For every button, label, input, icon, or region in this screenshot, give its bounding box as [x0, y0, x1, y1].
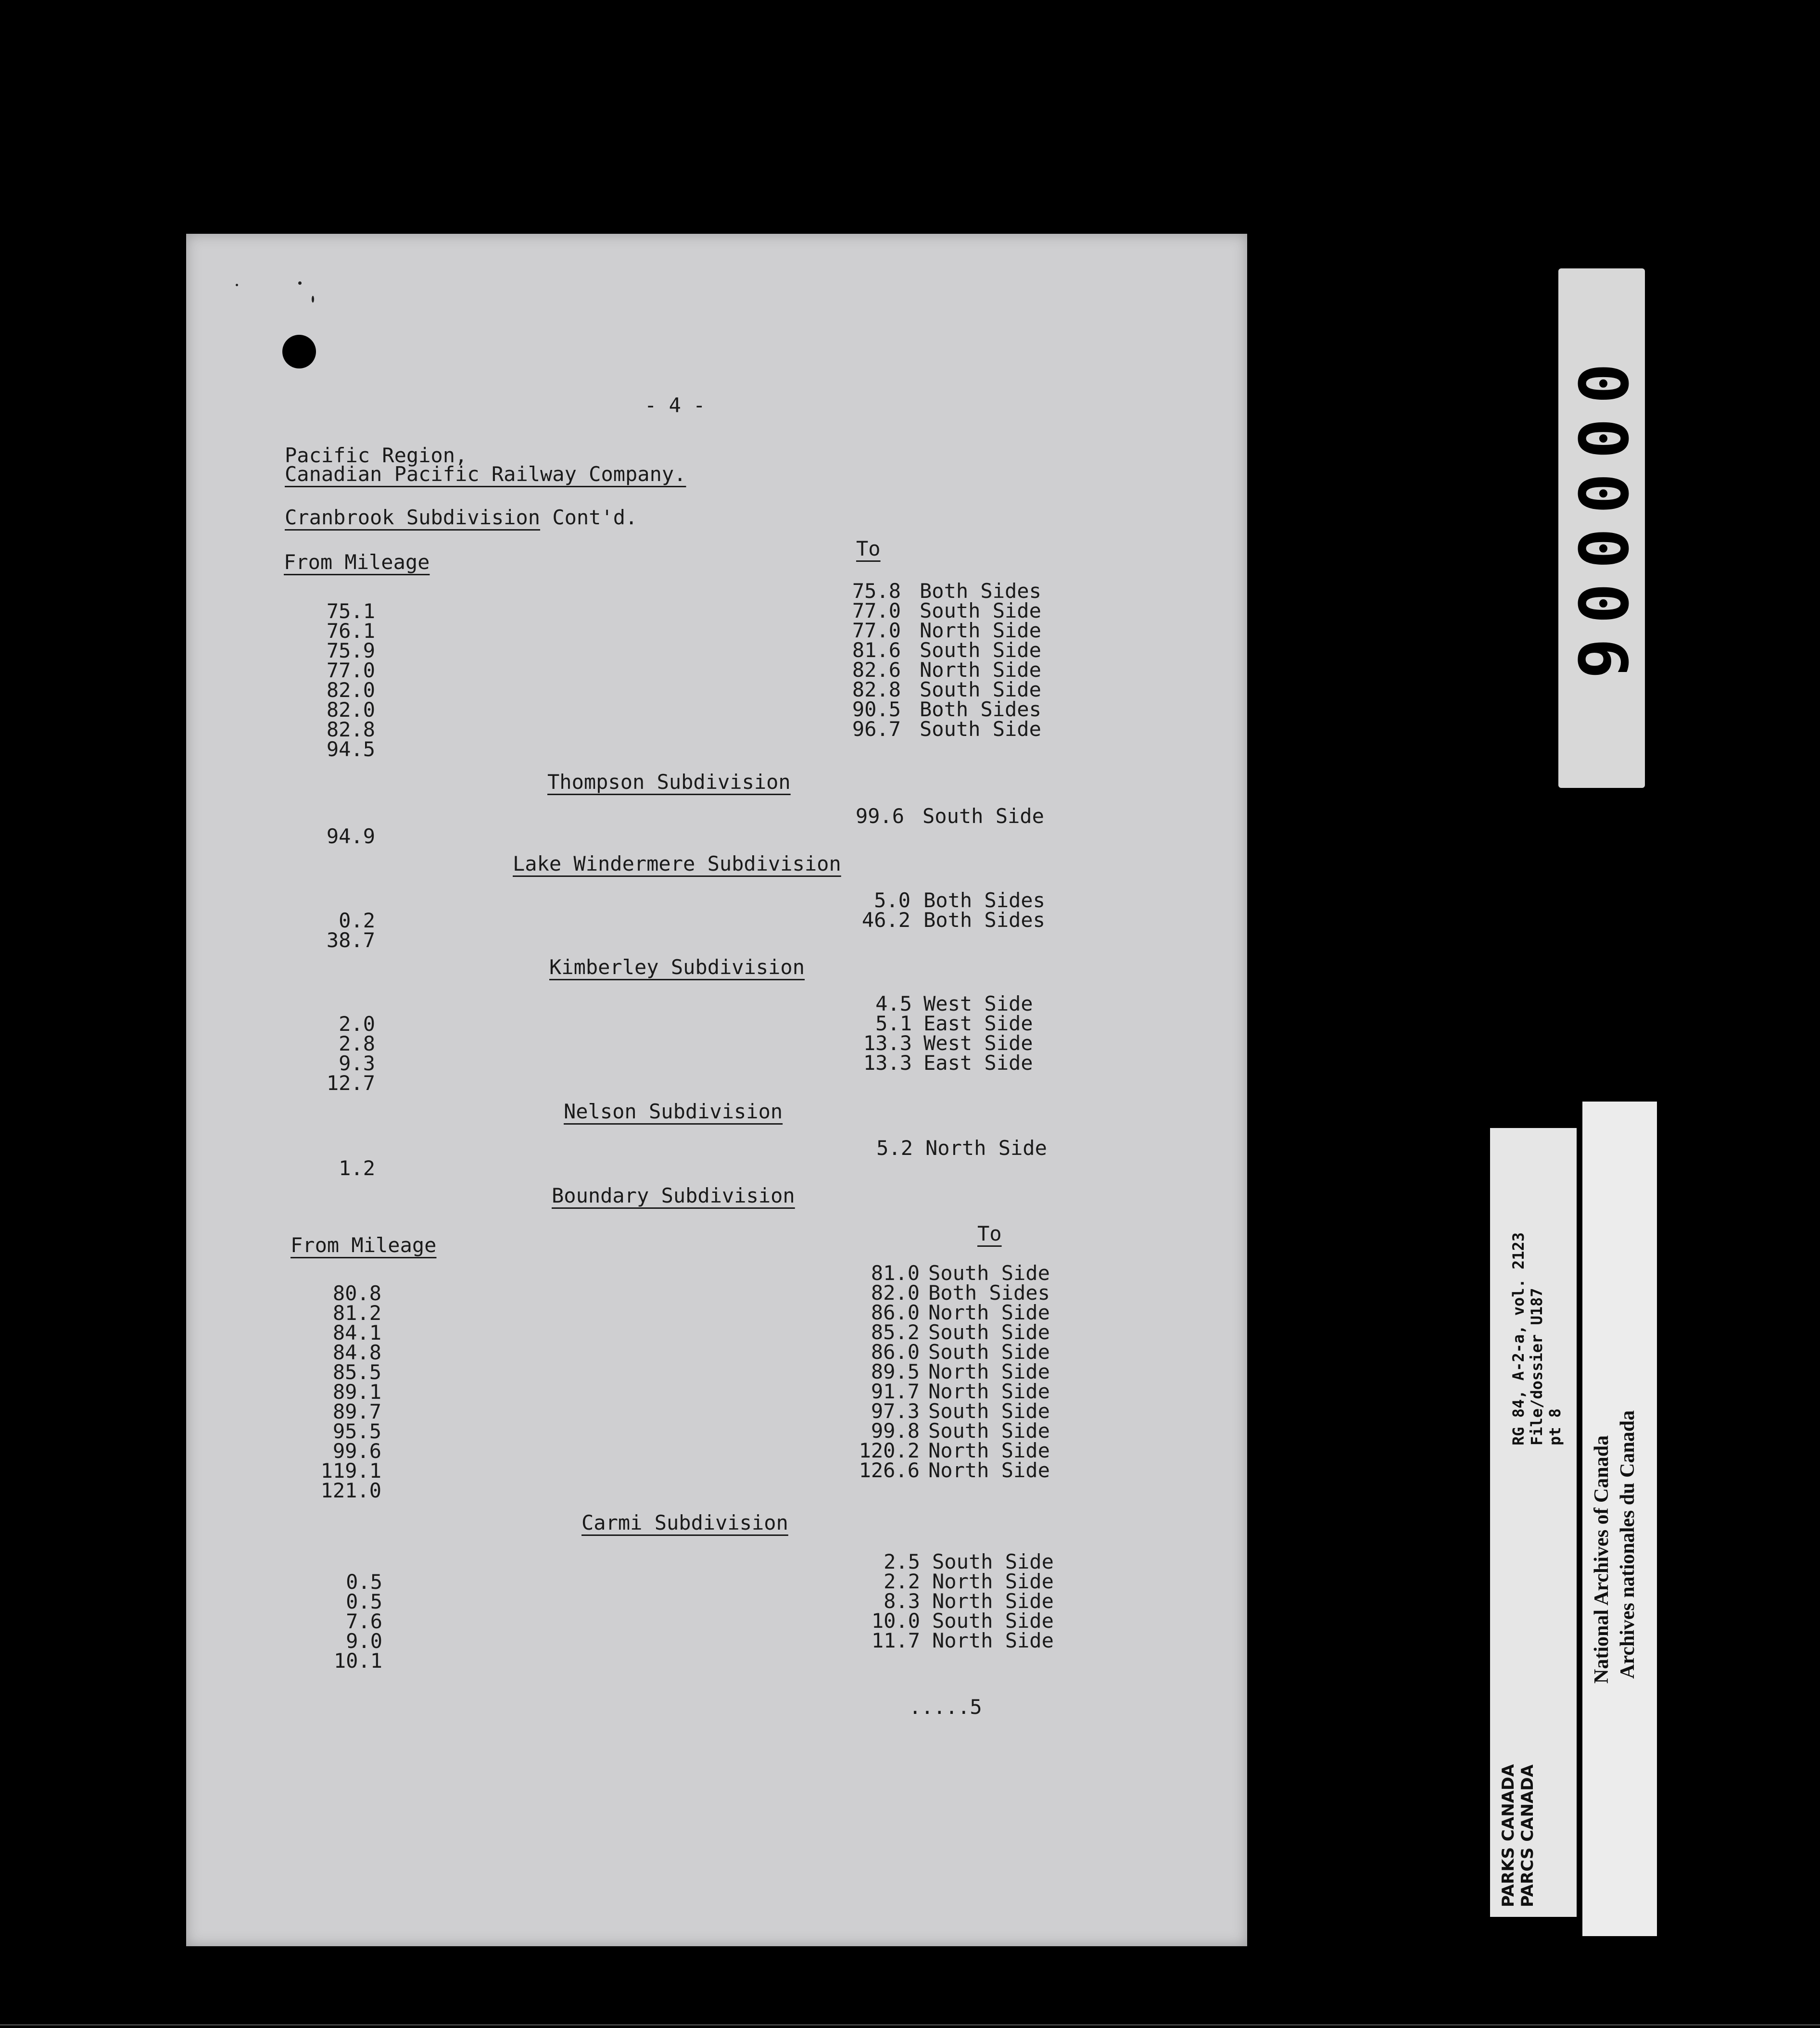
side-value: South Side	[932, 1550, 1054, 1573]
from-mileage-value: 10.1	[333, 1649, 382, 1673]
subdivision-heading-text: Nelson Subdivision	[564, 1100, 783, 1123]
to-mileage-value: 96.7	[852, 717, 901, 741]
to-mileage-value: 85.2	[871, 1320, 920, 1344]
from-mileage-header	[291, 1235, 436, 1255]
side-value: North Side	[928, 1439, 1050, 1462]
company-name: Canadian Pacific Railway Company.	[285, 462, 686, 486]
from-mileage-value: 2.8	[339, 1032, 375, 1055]
film-edge-line	[0, 2024, 1820, 2026]
side-value: North Side	[928, 1380, 1050, 1403]
to-mileage-value: 81.0	[871, 1261, 920, 1285]
side-value: South Side	[928, 1419, 1050, 1443]
agency-fr: PARCS CANADA	[1518, 1764, 1537, 1907]
from-mileage-value: 81.2	[332, 1301, 381, 1325]
side-value: North Side	[932, 1629, 1054, 1652]
subdivision-heading-text: Lake Windermere Subdivision	[513, 852, 841, 875]
from-mileage-value: 38.7	[326, 928, 375, 952]
side-value: West Side	[923, 992, 1033, 1015]
from-mileage-value: 85.5	[332, 1360, 381, 1384]
region-line: Pacific Region,	[285, 444, 468, 467]
frame-number: 000006	[1562, 363, 1641, 693]
side-value: South Side	[928, 1320, 1050, 1344]
subdivision-heading-text: Thompson Subdivision	[547, 770, 791, 794]
to-mileage-value: 90.5	[852, 697, 901, 721]
agency-en: PARKS CANADA	[1499, 1764, 1518, 1907]
from-mileage-value: 94.9	[326, 824, 375, 848]
subdivision-heading	[547, 772, 791, 792]
from-mileage-header-text: From Mileage	[291, 1233, 437, 1257]
from-mileage-value: 89.7	[332, 1400, 381, 1423]
side-value: South Side	[928, 1261, 1050, 1285]
to-mileage-value: 13.3	[863, 1031, 912, 1055]
from-mileage-value: 82.0	[326, 678, 375, 702]
subdivision-heading	[564, 1102, 783, 1122]
to-mileage-value: 75.8	[852, 579, 901, 603]
to-mileage-value: 5.0	[874, 888, 910, 912]
to-mileage-value: 82.6	[852, 658, 901, 682]
paper-speck	[236, 284, 238, 286]
to-mileage-value: 5.1	[875, 1012, 912, 1035]
from-mileage-value: 0.5	[346, 1570, 382, 1594]
from-mileage-value: 84.1	[332, 1321, 381, 1344]
to-mileage-value: 10.0	[871, 1609, 920, 1633]
from-mileage-value: 121.0	[320, 1479, 381, 1502]
archives-name-en: National Archives of Canada	[1591, 1435, 1613, 1684]
frame-number-stamp	[1558, 268, 1645, 788]
to-mileage-value: 126.6	[859, 1458, 920, 1482]
side-value: North Side	[920, 658, 1041, 682]
to-mileage-value: 5.2	[876, 1136, 913, 1160]
paper-speck	[298, 281, 302, 285]
archives-name-fr: Archives nationales du Canada	[1617, 1410, 1639, 1679]
from-mileage-header	[284, 552, 430, 572]
to-mileage-value: 86.0	[871, 1340, 920, 1364]
to-mileage-value: 86.0	[871, 1301, 920, 1324]
from-mileage-value: 1.2	[339, 1156, 375, 1180]
to-mileage-value: 97.3	[871, 1399, 920, 1423]
side-value: South Side	[920, 717, 1041, 741]
continuation-line	[285, 507, 637, 528]
continuation-subdivision: Cranbrook Subdivision	[285, 506, 541, 529]
subdivision-heading	[581, 1513, 788, 1533]
to-mileage-value: 11.7	[871, 1629, 920, 1652]
archives-label	[1582, 1102, 1657, 1936]
from-mileage-value: 82.0	[326, 698, 375, 722]
to-mileage-value: 4.5	[875, 992, 912, 1015]
to-mileage-value: 99.8	[871, 1419, 920, 1443]
side-value: East Side	[923, 1051, 1033, 1075]
to-mileage-value: 91.7	[871, 1380, 920, 1403]
side-value: Both Sides	[923, 908, 1045, 932]
to-mileage-value: 82.8	[852, 678, 901, 701]
from-mileage-value: 9.0	[346, 1629, 382, 1653]
to-mileage-value: 8.3	[884, 1589, 920, 1613]
side-value: South Side	[928, 1340, 1050, 1364]
subdivision-heading-text: Boundary Subdivision	[552, 1184, 795, 1207]
reference-line-1: RG 84, A-2-a, vol. 2123	[1509, 1232, 1528, 1445]
from-mileage-value: 94.5	[326, 737, 375, 761]
from-mileage-value: 119.1	[320, 1459, 381, 1483]
to-mileage-value: 46.2	[861, 908, 910, 932]
from-mileage-value: 84.8	[332, 1341, 381, 1364]
side-value: South Side	[920, 678, 1041, 701]
to-mileage-value: 89.5	[871, 1360, 920, 1383]
side-value: East Side	[923, 1012, 1033, 1035]
archive-reference-label	[1490, 1128, 1577, 1917]
side-value: North Side	[920, 619, 1041, 642]
side-value: North Side	[932, 1570, 1054, 1593]
from-mileage-value: 75.9	[326, 639, 375, 662]
to-mileage-value: 120.2	[859, 1439, 920, 1462]
to-mileage-value: 99.6	[855, 804, 904, 828]
to-mileage-value: 82.0	[871, 1281, 920, 1305]
continuation-suffix: Cont'd.	[552, 506, 638, 529]
from-mileage-value: 75.1	[326, 599, 375, 623]
to-mileage-value: 81.6	[852, 638, 901, 662]
to-mileage-value: 13.3	[863, 1051, 912, 1075]
side-value: Both Sides	[920, 579, 1041, 603]
side-value: South Side	[920, 599, 1041, 622]
from-mileage-value: 95.5	[332, 1420, 381, 1443]
side-value: North Side	[932, 1589, 1054, 1613]
page-number: - 4 -	[645, 393, 706, 417]
side-value: South Side	[928, 1399, 1050, 1423]
side-value: North Side	[928, 1301, 1050, 1324]
subdivision-heading	[549, 957, 805, 977]
side-value: North Side	[928, 1458, 1050, 1482]
paper-speck	[312, 296, 314, 303]
from-mileage-value: 0.5	[346, 1590, 382, 1613]
from-mileage-value: 0.2	[339, 909, 375, 932]
side-value: Both Sides	[920, 697, 1041, 721]
side-value: North Side	[925, 1136, 1047, 1160]
from-mileage-value: 89.1	[332, 1380, 381, 1404]
to-header	[977, 1224, 1002, 1244]
from-mileage-value: 77.0	[326, 659, 375, 682]
side-value: Both Sides	[923, 888, 1045, 912]
from-mileage-value: 2.0	[339, 1012, 375, 1036]
to-mileage-value: 77.0	[852, 619, 901, 642]
punch-hole	[282, 335, 316, 368]
subdivision-heading	[513, 854, 841, 874]
subdivision-heading-text: Carmi Subdivision	[581, 1511, 788, 1534]
side-value: Both Sides	[928, 1281, 1050, 1305]
to-header	[856, 539, 881, 559]
subdivision-heading-text: Kimberley Subdivision	[549, 955, 805, 979]
to-mileage-value: 2.5	[884, 1550, 920, 1573]
reference-line-2: File/dossier U187	[1528, 1288, 1546, 1445]
side-value: South Side	[932, 1609, 1054, 1633]
to-mileage-value: 77.0	[852, 599, 901, 622]
company-line	[285, 464, 686, 484]
from-mileage-value: 9.3	[339, 1052, 375, 1075]
to-header-text: To	[977, 1222, 1002, 1245]
from-mileage-value: 12.7	[326, 1071, 375, 1095]
from-mileage-value: 82.8	[326, 718, 375, 741]
from-mileage-value: 7.6	[346, 1610, 382, 1633]
side-value: South Side	[923, 804, 1044, 828]
reference-line-3: pt 8	[1546, 1408, 1564, 1445]
from-mileage-header-text: From Mileage	[284, 550, 430, 574]
to-mileage-value: 2.2	[884, 1570, 920, 1593]
side-value: South Side	[920, 638, 1041, 662]
side-value: West Side	[923, 1031, 1033, 1055]
side-value: North Side	[928, 1360, 1050, 1383]
from-mileage-value: 80.8	[332, 1281, 381, 1305]
to-header-text: To	[856, 537, 881, 560]
from-mileage-value: 99.6	[332, 1439, 381, 1463]
from-mileage-value: 76.1	[326, 619, 375, 643]
subdivision-heading	[552, 1186, 795, 1206]
continued-marker: .....5	[909, 1695, 982, 1719]
